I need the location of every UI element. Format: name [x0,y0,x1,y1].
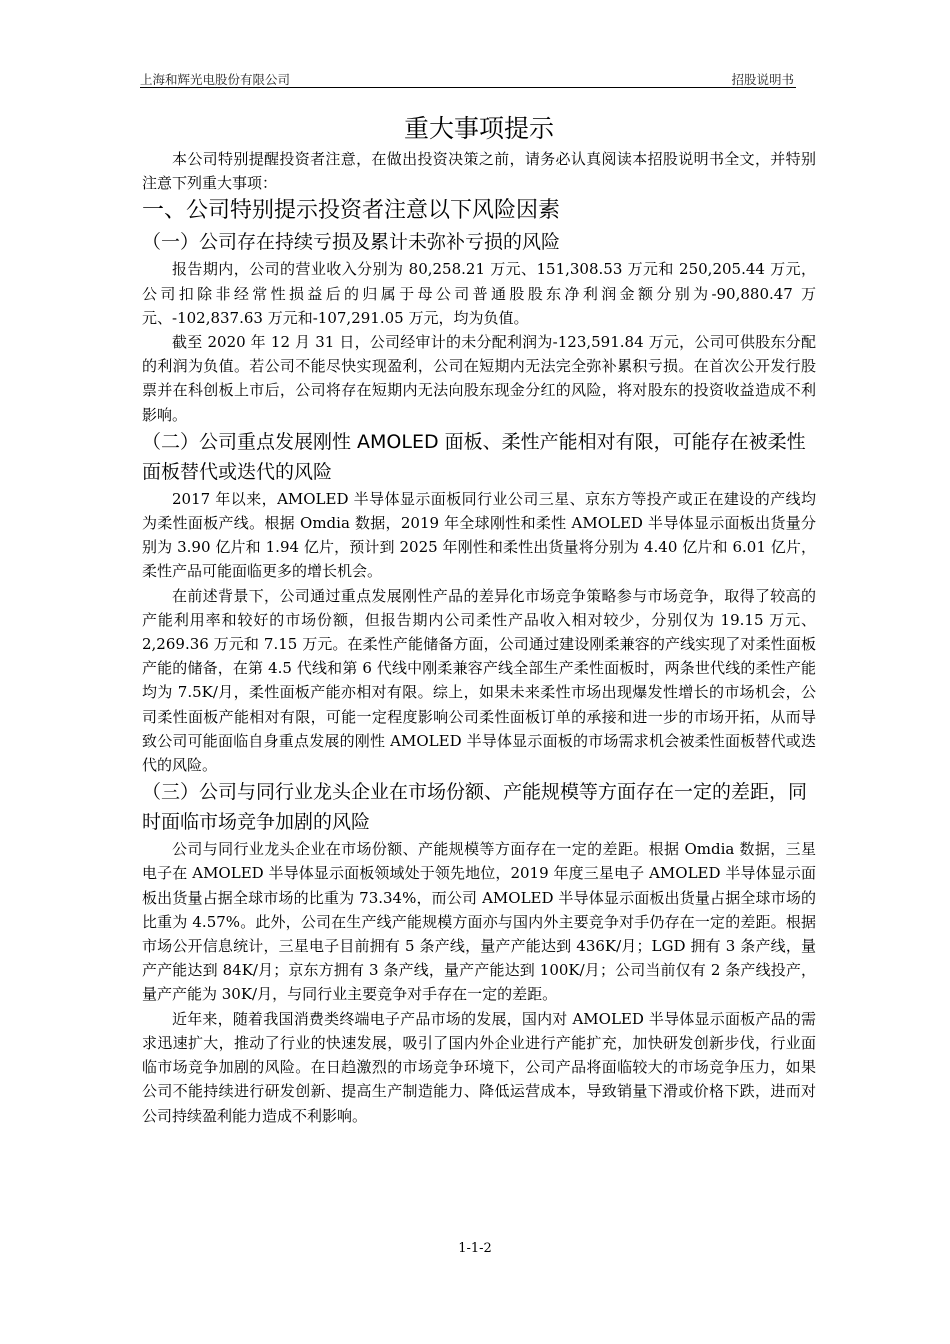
paragraph: 公司与同行业龙头企业在市场份额、产能规模等方面存在一定的差距。根据 Omdia 数据，三星电子在 AMOLED 半导体显示面板领域处于领先地位，2019 年度三星电子 AMOLED 半导体显示面板出货量占据全球市场的比重为 73.34%，而公司 AMOLED 半导体显示面板出货量占据全球市场的比重为 4.57%。此外，公司在生产线产能规模方面亦与国内外主要竞争对手仍存在一定的差距。根据市场公开信息统计，三星电子目前拥有 5 条产线，量产产能达到 436K/月；LGD 拥有 3 条产线，量产产能达到 84K/月；京东方拥有 3 条产线，量产产能达到 100K/月；公司当前仅有 2 条产线投产，量产产能为 30K/月，与同行业主要竞争对手存在一定的差距。 [142,840,816,1004]
header-divider [140,87,796,88]
page-number: 1-1-2 [458,1241,492,1256]
header-document-type: 招股说明书 [731,72,794,87]
page-title: 重大事项提示 [403,114,554,143]
subsection-heading-competition: （三）公司与同行业龙头企业在市场份额、产能规模等方面存在一定的差距，同时面临市场竞争加剧的风险 [142,781,808,834]
paragraph: 2017 年以来，AMOLED 半导体显示面板同行业公司三星、京东方等投产或正在建设的产线均为柔性面板产线。根据 Omdia 数据，2019 年全球刚性和柔性 AMOLED 半导体显示面板出货量分别为 3.90 亿片和 1.94 亿片，预计到 2025 年刚性和柔性出货量将分别为 4.40 亿片和 6.01 亿片，柔性产品可能面临更多的增长机会。 [142,489,816,581]
section-heading-risk-factors: 一、公司特别提示投资者注意以下风险因素 [142,198,561,224]
subsection-heading-losses: （一）公司存在持续亏损及累计未弥补亏损的风险 [142,231,561,254]
paragraph: 报告期内，公司的营业收入分别为 80,258.21 万元、151,308.53 万元和 250,205.44 万元，公司扣除非经常性损益后的归属于母公司普通股股东净利润金额分别为-90,880.47 万元、-102,837.63 万元和-107,291.05 万元，均为负值。 [142,260,816,327]
document-body [142,112,816,1128]
intro-paragraph: 本公司特别提醒投资者注意，在做出投资决策之前，请务必认真阅读本招股说明书全文，并特别注意下列重大事项： [142,150,816,193]
paragraph: 近年来，随着我国消费类终端电子产品市场的发展，国内对 AMOLED 半导体显示面板产品的需求迅速扩大，推动了行业的快速发展，吸引了国内外企业进行产能扩充，加快研发创新步伐，行业面临市场竞争加剧的风险。在日趋激烈的市场竞争环境下，公司产品将面临较大的市场竞争压力，如果公司不能持续进行研发创新、提高生产制造能力、降低运营成本，导致销量下滑或价格下跌，进而对公司持续盈利能力造成不利影响。 [142,1009,816,1125]
subsection-heading-flexible-panel: （二）公司重点发展刚性 AMOLED 面板、柔性产能相对有限，可能存在被柔性面板替代或迭代的风险 [142,430,806,483]
paragraph: 在前述背景下，公司通过重点发展刚性产品的差异化市场竞争策略参与市场竞争，取得了较高的产能利用率和较好的市场份额，但报告期内公司柔性产品收入相对较少，分别仅为 19.15 万元、2,269.36 万元和 7.15 万元。在柔性产能储备方面，公司通过建设刚柔兼容的产线实现了对柔性面板产能的储备，在第 4.5 代线和第 6 代线中刚柔兼容产线全部生产柔性面板时，两条世代线的柔性产能均为 7.5K/月，柔性面板产能亦相对有限。综上，如果未来柔性市场出现爆发性增长的市场机会，公司柔性面板产能相对有限，可能一定程度影响公司柔性面板订单的承接和进一步的市场开拓，从而导致公司可能面临自身重点发展的刚性 AMOLED 半导体显示面板的市场需求机会被柔性面板替代或迭代的风险。 [142,586,816,775]
paragraph: 截至 2020 年 12 月 31 日，公司经审计的未分配利润为-123,591.84 万元，公司可供股东分配的利润为负值。若公司不能尽快实现盈利，公司在短期内无法完全弥补累积亏损。在首次公开发行股票并在科创板上市后，公司将存在短期内无法向股东现金分红的风险，将对股东的投资收益造成不利影响。 [142,333,816,424]
header-company-name: 上海和辉光电股份有限公司 [140,72,291,87]
